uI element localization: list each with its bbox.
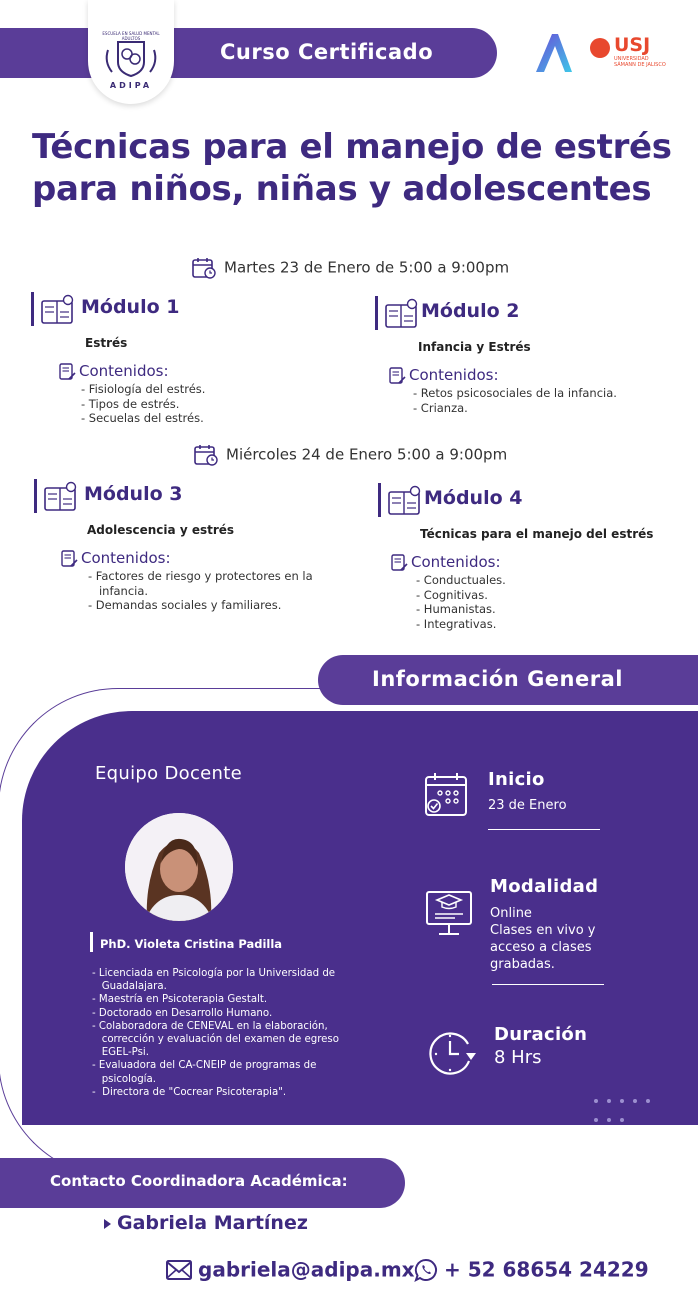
module-4-contents-heading (391, 553, 501, 572)
usj-logo-text: USJ (614, 34, 651, 56)
module-accent-bar (375, 296, 378, 330)
modality-label: Modalidad (490, 876, 599, 897)
module-1-topic: Estrés (85, 336, 128, 350)
cv-item: - Colaboradora de CENEVAL en la elaboración, (92, 1020, 328, 1032)
module-4-name: Módulo 4 (424, 487, 523, 509)
start-value: 23 de Enero (488, 798, 567, 813)
adipa-logo (88, 0, 174, 104)
module-3-item: infancia. (88, 583, 149, 598)
course-title-line-1: Técnicas para el manejo de estrés (32, 127, 672, 167)
professor-accent-bar (90, 932, 93, 952)
module-4-contents-label: Contenidos: (411, 553, 501, 571)
mail-icon (166, 1260, 192, 1280)
module-1-contents-heading (59, 362, 169, 381)
a-brand-logo-icon (532, 30, 576, 74)
info-general-label: Información General (372, 667, 623, 691)
module-4-item: - Conductuales. (416, 573, 506, 587)
module-4-item: - Humanistas. (416, 602, 496, 616)
module-accent-bar (378, 483, 381, 517)
coordinator-name: Gabriela Martínez (117, 1212, 308, 1234)
teaching-team-heading: Equipo Docente (95, 763, 242, 784)
adipa-logo-tagline: ESCUELA EN SALUD MENTAL ADULTOS (102, 31, 160, 41)
phone-contact[interactable] (414, 1256, 649, 1282)
cv-item: - Licenciada en Psicología por la Universidad de (92, 968, 336, 979)
professor-photo (125, 813, 233, 921)
module-4-topic: Técnicas para el manejo del estrés (420, 527, 654, 541)
clock-duration-icon (428, 1030, 480, 1076)
cv-item: corrección y evaluación del examen de egreso (92, 1034, 339, 1046)
module-1-contents-label: Contenidos: (79, 362, 169, 380)
usj-logo-subtitle: UNIVERSIDAD SÁMANN DE JALISCO (614, 56, 666, 68)
course-title (32, 126, 682, 210)
module-3-items (88, 569, 313, 613)
module-3-name: Módulo 3 (84, 483, 183, 505)
usj-globe-icon (590, 38, 610, 58)
document-edit-icon (61, 550, 78, 568)
module-2-contents-heading (389, 366, 499, 385)
course-title-line-2: para niños, niñas y adolescentes (32, 169, 652, 209)
module-2-topic: Infancia y Estrés (418, 340, 531, 354)
calendar-clock-icon (192, 257, 216, 279)
online-class-monitor-icon (424, 886, 474, 938)
modality-value: Online Clases en vivo y acceso a clases grabadas. (490, 906, 596, 972)
contact-bar-label: Contacto Coordinadora Académica: (50, 1172, 348, 1190)
duration-label: Duración (494, 1024, 588, 1045)
caret-right-icon (104, 1219, 111, 1229)
calendar-clock-icon (194, 444, 218, 466)
document-edit-icon (391, 554, 408, 572)
module-3-item: - Factores de riesgo y protectores en la (88, 569, 313, 583)
module-2-item: - Retos psicosociales de la infancia. (413, 386, 617, 400)
module-1-item: - Tipos de estrés. (81, 396, 180, 411)
module-2-contents-label: Contenidos: (409, 366, 499, 384)
start-divider (488, 829, 600, 830)
cv-item: Guadalajara. (92, 981, 167, 993)
module-4-item: - Integrativas. (416, 616, 497, 631)
module-3-contents-label: Contenidos: (81, 549, 171, 567)
module-3-topic: Adolescencia y estrés (87, 523, 235, 537)
cv-item: - Maestría en Psicoterapia Gestalt. (92, 994, 268, 1006)
adipa-logo-word: ADIPA (109, 81, 153, 90)
module-1-item: - Secuelas del estrés. (81, 411, 204, 425)
contact-bar (0, 1158, 405, 1208)
decorative-dots (594, 1097, 664, 1135)
cv-item: EGEL-Psi. (92, 1047, 149, 1059)
module-3-contents-heading (61, 549, 171, 568)
start-label: Inicio (488, 769, 545, 790)
schedule-day-2-label: Miércoles 24 de Enero 5:00 a 9:00pm (226, 445, 508, 464)
module-4-item: - Cognitivas. (416, 587, 488, 602)
module-1-items (81, 382, 205, 426)
coordinator (104, 1212, 308, 1234)
schedule-day-1-label: Martes 23 de Enero de 5:00 a 9:00pm (224, 258, 510, 277)
email-contact[interactable] (166, 1256, 415, 1282)
adipa-crest-icon (100, 38, 162, 78)
schedule-day-1 (192, 257, 509, 279)
book-lightbulb-icon (384, 297, 420, 329)
cv-item: - Evaluadora del CA-CNEIP de programas de (92, 1060, 317, 1072)
document-edit-icon (389, 367, 406, 385)
module-1-name: Módulo 1 (81, 296, 180, 318)
cv-item: - Directora de "Cocrear Psicoterapia". (92, 1086, 287, 1098)
calendar-check-icon (424, 772, 470, 818)
cv-item: - Doctorado en Desarrollo Humano. (92, 1007, 273, 1019)
module-2-name: Módulo 2 (421, 300, 520, 322)
cv-item: psicología. (92, 1073, 156, 1085)
book-lightbulb-icon (43, 480, 79, 512)
module-2-items (413, 386, 617, 415)
schedule-day-2 (194, 444, 507, 466)
whatsapp-icon (414, 1258, 438, 1282)
course-badge-label: Curso Certificado (220, 40, 434, 64)
module-3-item: - Demandas sociales y familiares. (88, 598, 282, 612)
modality-divider (492, 984, 604, 985)
professor-name: PhD. Violeta Cristina Padilla (100, 937, 283, 951)
module-accent-bar (31, 292, 34, 326)
email-address[interactable]: gabriela@adipa.mx (198, 1257, 415, 1282)
phone-number[interactable]: + 52 68654 24229 (444, 1257, 649, 1282)
module-accent-bar (34, 479, 37, 513)
module-1-item: - Fisiología del estrés. (81, 382, 206, 396)
course-badge (0, 28, 497, 78)
module-2-item: - Crianza. (413, 400, 468, 415)
book-lightbulb-icon (40, 293, 76, 325)
professor-cv-list (92, 967, 339, 1099)
document-edit-icon (59, 363, 76, 381)
duration-value: 8 Hrs (494, 1047, 542, 1068)
info-general-tab (318, 655, 698, 705)
module-4-items (416, 573, 506, 631)
professor-portrait-icon (125, 813, 233, 921)
book-lightbulb-icon (387, 484, 423, 516)
